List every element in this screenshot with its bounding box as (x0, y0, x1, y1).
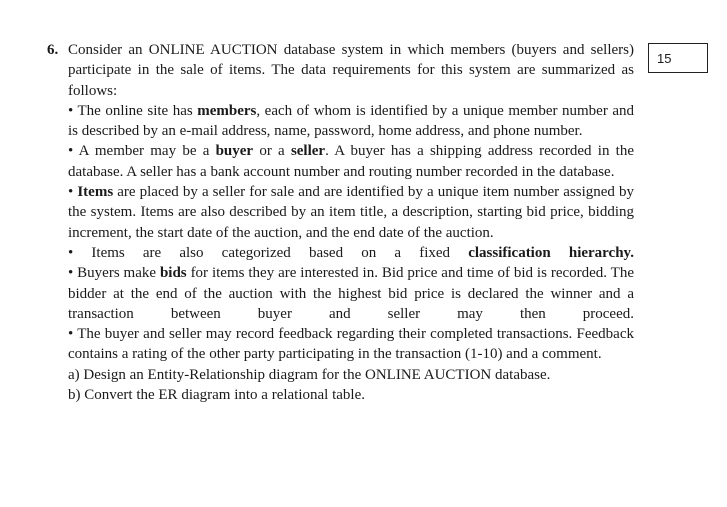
part-a: a) Design an Entity-Relationship diagram for the ONLINE AUCTION database. (68, 366, 551, 383)
bullet-members: • The online site has members, each of whom is identified by a unique member number and is described by an e-mail address, name, password, home address, and phone number. (68, 102, 634, 140)
bullet-classification: • Items are also categorized based on a fixed classification hierarchy. (68, 244, 634, 261)
bullet-items: • Items are placed by a seller for sale and are identified by a unique item number assigned by the system. Items are also described by an item title, a description, starting bid price, bidding increment, the start date of the auction, and the end date of the auction. (68, 184, 634, 241)
question-number: 6. (47, 42, 59, 58)
question-body (68, 40, 634, 405)
question-intro: Consider an ONLINE AUCTION database system in which members (buyers and sellers) participate in the sale of items. The data requirements for this system are summarized as follows: (68, 42, 634, 99)
bullet-bids: • Buyers make bids for items they are interested in. Bid price and time of bid is recorded. The bidder at the end of the auction with the highest bid price is declared the winner and a transaction between buyer and seller may then proceed. (68, 265, 634, 322)
bullet-buyer-seller: • A member may be a buyer or a seller. A buyer has a shipping address recorded in the database. A seller has a bank account number and routing number recorded in the database. (68, 143, 634, 180)
score-box: 15 (648, 43, 708, 73)
part-b: b) Convert the ER diagram into a relational table. (68, 387, 365, 404)
bullet-feedback: • The buyer and seller may record feedback regarding their completed transactions. Feedback contains a rating of the other party participating in the transaction (1-10) and a comment. (68, 326, 634, 363)
